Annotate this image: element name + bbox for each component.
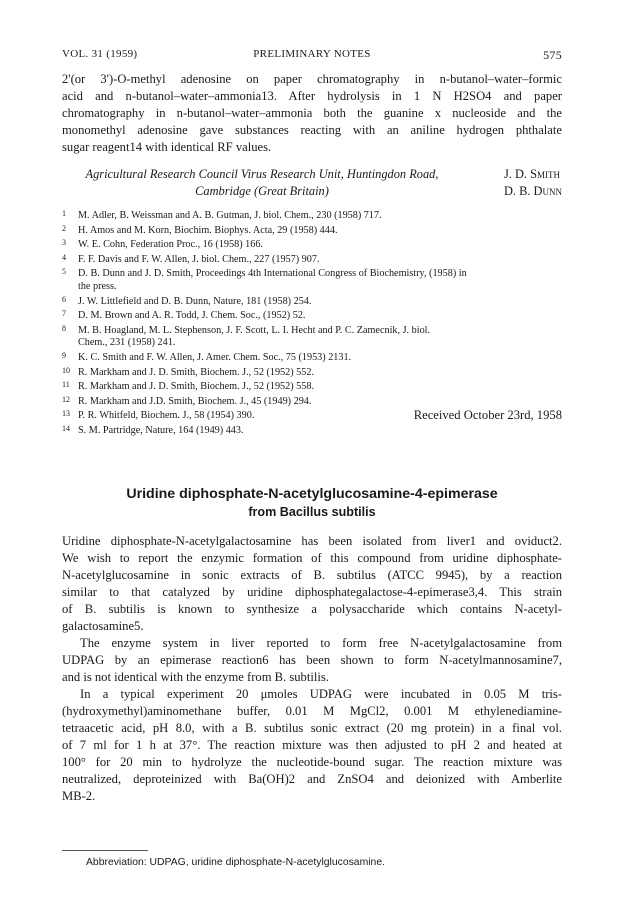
reference-item-continued [62,337,562,350]
institution-line-1: Agricultural Research Council Virus Research Unit, Huntingdon Road, [85,167,439,181]
reference-text: the press. [78,280,117,292]
reference-list [62,208,562,438]
reference-number: 11 [62,380,70,390]
reference-item [62,350,562,365]
body-line-1: Uridine diphosphate-N-acetylgalactosamine has been isolated from liver1 and oviduct2. [62,534,562,548]
reference-number: 14 [62,423,70,433]
body-line-15: neutralized, deproteinized with Ba(OH)2 and ZnSO4 and deionized with Amberlite [62,772,562,786]
reference-text: P. R. Whitfeld, Biochem. J., 58 (1954) 390. [78,410,255,422]
reference-item [62,237,562,252]
institution [62,166,462,200]
volume-header: VOL. 31 (1959) [62,48,138,60]
body-line-14: 100° for 20 min to hydrolyze the nucleotide-bound sugar. The reaction mixture was [62,755,562,769]
footnote-divider [62,850,148,851]
body-line-5: of B. subtilis is known to synthesize a polysaccharide which contains N-acetyl- [62,602,562,616]
body-line-2: We wish to report the enzymic formation of this compound from uridine diphosphate- [62,551,562,565]
reference-number: 4 [62,252,66,262]
reference-item [62,423,562,438]
reference-number: 10 [62,365,70,375]
body-line-11: (hydroxymethyl)aminomethane buffer, 0.01 M MgCl2, 0.001 M ethylenediamine- [62,704,562,718]
reference-item [62,308,562,323]
reference-item [62,208,562,223]
reference-item [62,294,562,309]
reference-text: S. M. Partridge, Nature, 164 (1949) 443. [78,424,244,436]
body-line-3: N-acetylglucosamine in sonic extracts of B. subtilus (ATCC 9945), by a reaction [62,568,562,582]
intro-line-5: sugar reagent14 with identical RF values. [62,140,272,154]
reference-text: W. E. Cohn, Federation Proc., 16 (1958) 166. [78,239,263,251]
reference-text: Chem., 231 (1958) 241. [78,337,176,349]
reference-text: K. C. Smith and F. W. Allen, J. Amer. Chem. Soc., 75 (1953) 2131. [78,351,352,363]
reference-text: F. F. Davis and F. W. Allen, J. biol. Chem., 227 (1957) 907. [78,253,320,265]
abbreviation-footnote: Abbreviation: UDPAG, uridine diphosphate-N-acetylglucosamine. [86,857,385,868]
reference-text: D. M. Brown and A. R. Todd, J. Chem. Soc., (1952) 52. [78,310,306,322]
body-line-10: In a typical experiment 20 μmoles UDPAG were incubated in 0.05 M tris- [80,687,562,701]
reference-number: 8 [62,323,66,333]
intro-line-3: chromatography in n-butanol–water–ammonia both the guanine x nucleoside and the [62,106,562,120]
reference-text: H. Amos and M. Korn, Biochim. Biophys. Acta, 29 (1958) 444. [78,224,338,236]
reference-number: 9 [62,350,66,360]
body-line-12: tetraacetic acid, pH 8.0, with a B. subtilus sonic extract (20 mg protein) in a final vol. [62,721,562,735]
body-line-6: galactosamine5. [62,619,144,633]
article-body [62,533,562,805]
intro-line-2: acid and n-butanol–water–ammonia13. After hydrolysis in 1 N H2SO4 and paper [62,89,562,103]
reference-number: 13 [62,409,70,419]
author-2: D. B. Dunn [503,184,562,198]
reference-text: M. B. Hoagland, M. L. Stephenson, J. F. Scott, L. I. Hecht and P. C. Zamecnik, J. biol. [78,324,431,336]
reference-item [62,252,562,267]
reference-item [62,323,562,338]
reference-text: R. Markham and J. D. Smith, Biochem. J., 52 (1952) 552. [78,366,314,378]
author-1: J. D. Smith [503,167,560,181]
reference-number: 1 [62,209,66,218]
received-date: Received October 23rd, 1958 [413,408,562,422]
reference-text: R. Markham and J.D. Smith, Biochem. J., 45 (1949) 294. [78,395,312,407]
reference-number: 2 [62,223,66,233]
reference-item [62,223,562,238]
reference-item-continued [62,281,562,294]
article-subtitle: from Bacillus subtilis [248,505,376,519]
body-line-8: UDPAG by an epimerase reaction6 has been shown to form N-acetylmannosamine7, [62,653,562,667]
reference-text: M. Adler, B. Weissman and A. B. Gutman, J. biol. Chem., 230 (1958) 717. [78,210,382,221]
reference-item [62,266,562,281]
body-line-16: MB-2. [62,789,96,803]
authors [504,166,562,200]
intro-line-4: monomethyl adenosine gave substances reacting with an aniline hydrogen phthalate [62,123,562,137]
reference-text: R. Markham and J. D. Smith, Biochem. J., 52 (1952) 558. [78,381,314,393]
page-number: 575 [543,48,562,62]
reference-number: 6 [62,294,66,304]
reference-item [62,394,562,409]
institution-line-2: Cambridge (Great Britain) [195,184,329,198]
article-title: Uridine diphosphate-N-acetylglucosamine-4-epimerase [126,486,498,502]
body-line-13: of 7 ml for 1 h at 37°. The reaction mixture was then adjusted to pH 2 and heated at [62,738,562,752]
intro-paragraph [62,71,562,156]
reference-number: 7 [62,309,66,319]
body-line-9: and is not identical with the enzyme from B. subtilis. [62,670,329,684]
reference-text: D. B. Dunn and J. D. Smith, Proceedings 4th International Congress of Biochemistry, (1958) in [78,268,467,280]
reference-number: 12 [62,394,70,404]
body-line-7: The enzyme system in liver reported to form free N-acetylgalactosamine from [80,636,562,650]
reference-item [62,365,562,380]
reference-item [62,379,562,394]
reference-number: 3 [62,238,66,248]
body-line-4: similar to that catalyzed by uridine diphosphategalactose-4-epimerase3,4. This strain [62,585,562,599]
intro-line-1: 2'(or 3')-O-methyl adenosine on paper chromatography in n-butanol–water–formic [62,72,562,86]
reference-text: J. W. Littlefield and D. B. Dunn, Nature, 181 (1958) 254. [78,295,312,307]
reference-number: 5 [62,267,66,277]
section-header: PRELIMINARY NOTES [253,48,371,60]
